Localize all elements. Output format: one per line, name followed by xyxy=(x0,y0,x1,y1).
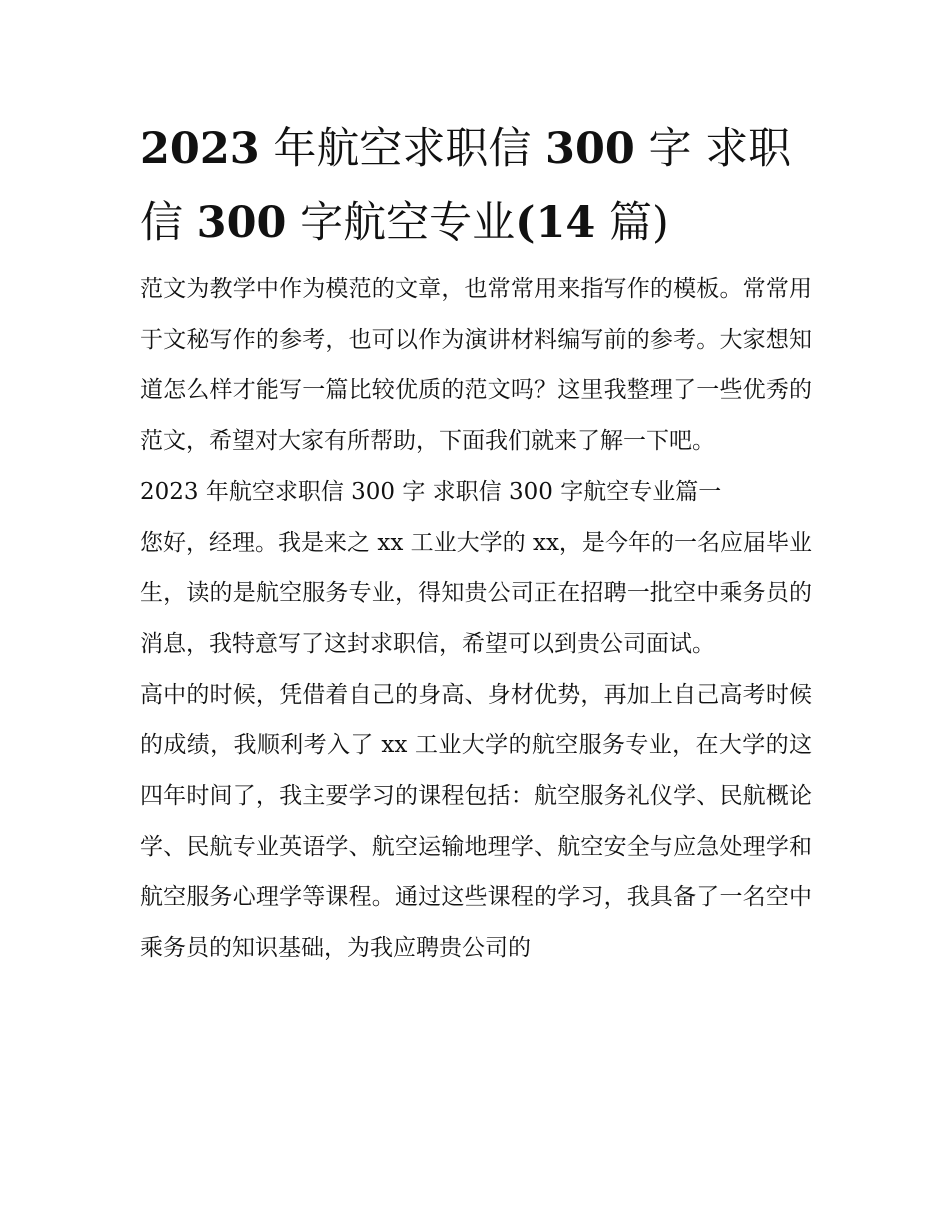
title-part: 年航空求职信 xyxy=(259,124,546,174)
document-body xyxy=(140,264,812,974)
title-part: 300 xyxy=(545,124,635,174)
section-heading: 2023 年航空求职信 300 字 求职信 300 字航空专业篇一 xyxy=(140,478,722,505)
letter-paragraph: 高中的时候，凭借着自己的身高、身材优势，再加上自己高考时候的成绩，我顺利考入了 xx 工业大学的航空服务专业，在大学的这四年时间了，我主要学习的课程包括：航空服务礼仪学、民航概论学、民航专业英语学、航空运输地理学、航空安全与应急处理学和航空服务心理学等课程。通过这些课程的学习，我具备了一名空中乘务员的知识基础，为我应聘贵公司的 xyxy=(140,681,812,962)
title-part: 300 xyxy=(196,198,287,248)
title-part: (14 xyxy=(515,198,596,248)
document-title xyxy=(140,112,812,260)
intro-paragraph: 范文为教学中作为模范的文章，也常常用来指写作的模板。常常用于文秘写作的参考，也可以作为演讲材料编写前的参考。大家想知道怎么样才能写一篇比较优质的范文吗？这里我整理了一些优秀的范文，希望对大家有所帮助，下面我们就来了解一下吧。 xyxy=(140,276,812,455)
title-part: 字航空专业 xyxy=(286,198,516,248)
letter-paragraph: 您好，经理。我是来之 xx 工业大学的 xx，是今年的一名应届毕业生，读的是航空服务专业，得知贵公司正在招聘一批空中乘务员的消息，我特意写了这封求职信，希望可以到贵公司面试。 xyxy=(140,529,812,657)
title-part: 2023 xyxy=(140,124,260,174)
title-part: 篇) xyxy=(595,198,669,248)
title-part: 字 求职信 xyxy=(140,124,792,248)
document-page xyxy=(140,112,812,974)
